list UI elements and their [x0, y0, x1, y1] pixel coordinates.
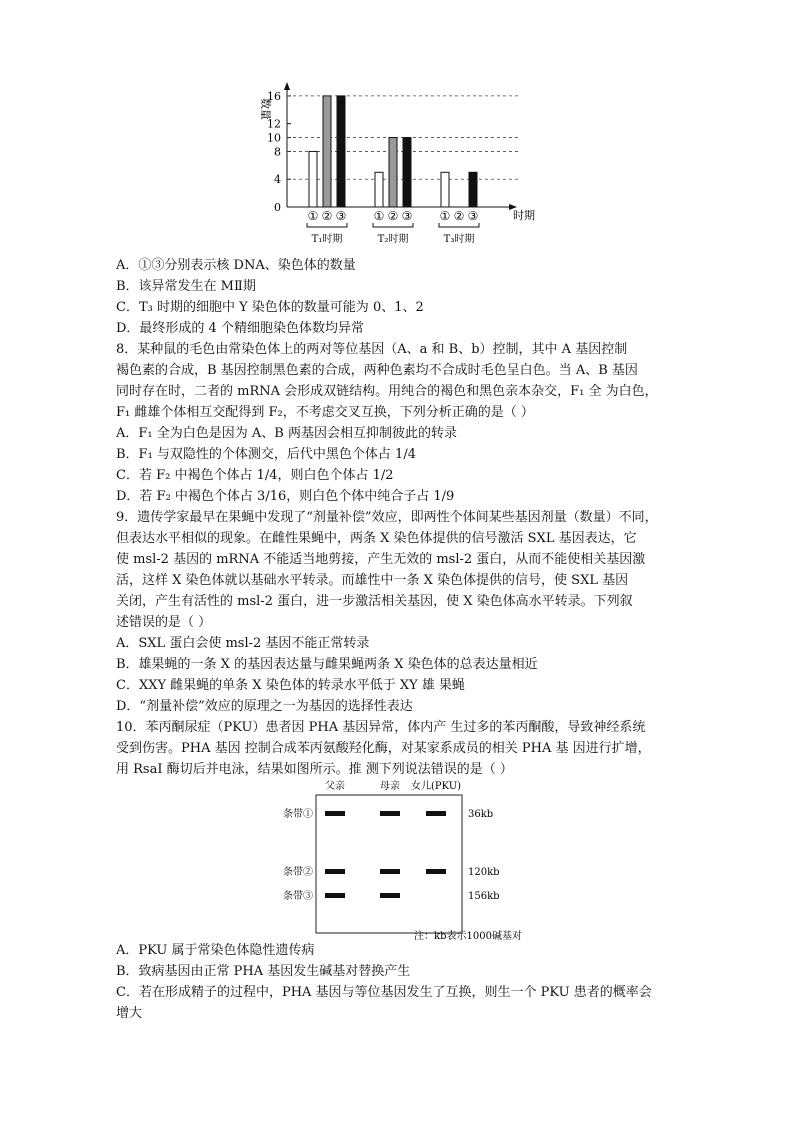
gel-band-r2-c2 [380, 869, 400, 874]
q9-stem-line: 关闭，产生有活性的 msl-2 蛋白，进一步激活相关基因，使 X 染色体高水平转录。下列叙 [116, 594, 633, 609]
q9-stem-line: 活，这样 X 染色体就以基础水平转录。而雄性中一条 X 染色体提供的信号，使 SXL 基因 [116, 573, 629, 588]
q8-stem-line: 8．某种鼠的毛色由常染色体上的两对等位基因（A、a 和 B、b）控制，其中 A 基因控制 [116, 342, 628, 357]
q10-stem-line: 受到伤害。PHA 基因 控制合成苯丙氨酸羟化酶，对某家系成员的相关 PHA 基 因进行扩增， [116, 741, 651, 756]
question-8 [116, 339, 681, 507]
group-label: T₃时期 [443, 234, 475, 245]
q10-stem-line: 用 RsaⅠ 酶切后并电泳，结果如图所示。推 测下列说法错误的是（ ） [116, 762, 513, 777]
q9-stem-line: 9．遗传学家最早在果蝇中发现了“剂量补偿”效应，即两性个体间某些基因剂量（数量）不同， [116, 510, 658, 525]
gel-band-r1-c1 [325, 811, 345, 816]
bar-number-label: ① [307, 209, 319, 223]
gel-band-r1-c3 [426, 811, 446, 816]
bar-number-label: ① [439, 209, 451, 223]
q7-option-c: C．T₃ 时期的细胞中 Y 染色体的数量可能为 0、1、2 [116, 300, 424, 315]
group-label: T₂时期 [377, 234, 409, 245]
q10-option-c: C．若在形成精子的过程中，PHA 基因与等位基因发生了互换，则生一个 PKU 患者的概率会 [116, 985, 652, 1000]
y-axis-arrow [284, 82, 290, 90]
bar-number-label: ③ [467, 209, 479, 223]
bar-2-2 [469, 172, 477, 207]
question-10-options [116, 940, 681, 1024]
gel-row-label: 条带② [283, 867, 313, 878]
bar-1-1 [389, 138, 397, 207]
chromosome-dna-bar-chart [0, 0, 794, 260]
q10-option-b: B．致病基因由正常 PHA 基因发生碱基对替换产生 [116, 964, 411, 979]
gel-band-r2-c3 [426, 869, 446, 874]
bar-2-0 [441, 172, 449, 207]
gel-column-daughter: 女儿(PKU) [410, 781, 462, 792]
y-tick-label: 4 [274, 173, 281, 187]
gel-band-r3-c1 [325, 893, 345, 898]
q7-option-a: A．①③分别表示核 DNA、染色体的数量 [116, 258, 356, 273]
y-tick-label: 8 [274, 145, 281, 159]
y-tick-label: 10 [267, 131, 281, 145]
gel-note: 注：kb表示1000碱基对 [414, 931, 522, 942]
x-axis-label: 时期 [513, 209, 535, 222]
q8-option-a: A．F₁ 全为白色是因为 A、B 两基因会相互抑制彼此的转录 [116, 426, 457, 441]
q9-option-a: A．SXL 蛋白会使 msl-2 基因不能正常转录 [116, 636, 370, 651]
q8-stem-line: F₁ 雌雄个体相互交配得到 F₂，不考虑交叉互换，下列分析正确的是（ ） [116, 405, 534, 420]
q8-stem-line: 同时存在时，二者的 mRNA 会形成双链结构。用纯合的褐色和黑色亲本杂交，F₁ 全 为白色， [116, 384, 658, 399]
q7-option-b: B．该异常发生在 MⅡ期 [116, 279, 256, 294]
bar-1-0 [375, 172, 383, 207]
q8-option-c: C．若 F₂ 中褐色个体占 1/4，则白色个体占 1/2 [116, 468, 394, 483]
gel-electrophoresis-figure [0, 775, 794, 965]
y-tick-label: 0 [274, 201, 281, 214]
bar-number-label: ③ [335, 209, 347, 223]
gel-size-label: 156kb [468, 891, 500, 902]
bar-number-label: ① [373, 209, 385, 223]
y-tick-label: 12 [267, 117, 281, 131]
group-bracket [307, 223, 347, 227]
group-bracket [439, 223, 479, 227]
gel-column-father: 父亲 [325, 781, 345, 792]
q8-option-d: D．若 F₂ 中褐色个体占 3/16，则白色个体中纯合子占 1/9 [116, 489, 455, 504]
y-tick-label: 16 [267, 89, 281, 103]
gel-column-mother: 母亲 [380, 781, 400, 792]
bar-0-0 [309, 151, 317, 207]
gel-band-r1-c2 [380, 811, 400, 816]
gel-size-label: 36kb [468, 809, 494, 820]
q10-option-a: A．PKU 属于常染色体隐性遗传病 [116, 943, 315, 958]
question-10-stem [116, 717, 681, 780]
group-label: T₁时期 [311, 234, 343, 245]
q8-stem-line: 褐色素的合成，B 基因控制黑色素的合成，两种色素均不合成时毛色呈白色。当 A、B 基因 [116, 363, 638, 378]
bar-1-2 [403, 138, 411, 207]
q9-stem-line: 述错误的是（ ） [116, 615, 212, 630]
q8-option-b: B．F₁ 与双隐性的个体测交，后代中黑色个体占 1/4 [116, 447, 416, 462]
gel-row-label: 条带③ [283, 891, 313, 902]
question-7-options [116, 255, 681, 339]
q10-stem-line: 10．苯丙酮尿症（PKU）患者因 PHA 基因异常，体内产 生过多的苯丙酮酸，导致神经系统 [116, 720, 646, 735]
bar-number-label: ② [321, 209, 333, 223]
group-bracket [373, 223, 413, 227]
gel-band-r3-c2 [380, 893, 400, 898]
bar-0-1 [323, 96, 331, 207]
q10-option-c-continued: 增大 [116, 1006, 143, 1021]
bar-number-label: ③ [401, 209, 413, 223]
q9-option-b: B．雄果蝇的一条 X 的基因表达量与雌果蝇两条 X 染色体的总表达量相近 [116, 657, 538, 672]
gel-band-r2-c1 [325, 869, 345, 874]
bar-0-2 [337, 96, 345, 207]
gel-row-label: 条带① [283, 809, 313, 820]
q9-stem-line: 但表达水平相似的现象。在雌性果蝇中，两条 X 染色体提供的信号激活 SXL 基因表达，它 [116, 531, 637, 546]
question-9 [116, 507, 681, 717]
q9-option-d: D．“剂量补偿”效应的原理之一为基因的选择性表达 [116, 699, 413, 714]
q9-stem-line: 使 msl-2 基因的 mRNA 不能适当地剪接，产生无效的 msl-2 蛋白，从而不能使相关基因激 [116, 552, 646, 567]
bar-number-label: ② [453, 209, 465, 223]
q7-option-d: D．最终形成的 4 个精细胞染色体数均异常 [116, 321, 364, 336]
y-axis-label: 数量 [259, 98, 272, 120]
bar-number-label: ② [387, 209, 399, 223]
q9-option-c: C．XXY 雌果蝇的单条 X 染色体的转录水平低于 XY 雄 果蝇 [116, 678, 465, 693]
gel-size-label: 120kb [468, 867, 500, 878]
